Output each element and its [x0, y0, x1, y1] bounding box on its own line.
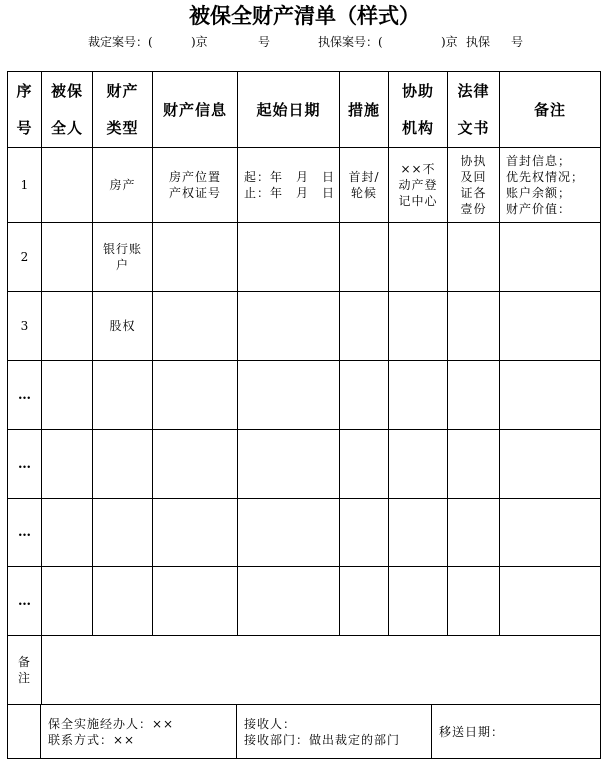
footer-empty-cell — [8, 705, 41, 759]
header-assisting-agency: 协助 机构 — [389, 72, 448, 148]
receiver-cell — [237, 705, 432, 759]
empty-cell — [448, 567, 500, 636]
footer-row — [8, 705, 601, 759]
measure-cell — [340, 292, 389, 361]
transfer-date-cell: 移送日期： — [432, 705, 601, 759]
execution-case-type: 执保 — [466, 35, 491, 49]
legal-documents-cell: 协执 及回 证各 壹份 — [448, 148, 500, 223]
header-remarks: 备注 — [500, 72, 601, 148]
remarks-cell — [500, 292, 601, 361]
header-legal-documents: 法律 文书 — [448, 72, 500, 148]
empty-cell — [340, 361, 389, 430]
ruling-case-court: )京 — [191, 35, 208, 49]
row-index: … — [8, 567, 42, 636]
handler-contact: 联系方式：×× — [48, 732, 136, 747]
measure-cell: 首封/ 轮候 — [340, 148, 389, 223]
empty-cell — [153, 361, 238, 430]
preserved-person-cell — [42, 292, 93, 361]
property-info-cell — [153, 223, 238, 292]
empty-cell — [42, 499, 93, 567]
empty-cell — [389, 499, 448, 567]
row-index: … — [8, 361, 42, 430]
table-row — [8, 148, 601, 223]
preserved-person-cell — [42, 148, 93, 223]
table-row — [8, 292, 601, 361]
ruling-case-prefix: 裁定案号：( — [88, 35, 153, 49]
row-index: 3 — [8, 292, 42, 361]
property-list-table — [7, 71, 601, 705]
receiver-name: 接收人： — [244, 716, 297, 731]
empty-cell — [340, 499, 389, 567]
property-type-cell: 房产 — [93, 148, 153, 223]
header-preserved-person: 被保 全人 — [42, 72, 93, 148]
row-index: 1 — [8, 148, 42, 223]
header-property-info: 财产信息 — [153, 72, 238, 148]
empty-cell — [448, 430, 500, 499]
empty-cell — [389, 567, 448, 636]
empty-cell — [500, 430, 601, 499]
property-info-cell — [153, 292, 238, 361]
empty-cell — [340, 430, 389, 499]
assisting-agency-cell — [389, 292, 448, 361]
empty-cell — [93, 567, 153, 636]
empty-cell — [389, 430, 448, 499]
empty-cell — [42, 430, 93, 499]
receiver-department: 接收部门：做出裁定的部门 — [244, 732, 401, 747]
property-info-cell: 房产位置 产权证号 — [153, 148, 238, 223]
empty-cell — [93, 361, 153, 430]
row-index: … — [8, 430, 42, 499]
empty-cell — [448, 361, 500, 430]
property-type-cell: 股权 — [93, 292, 153, 361]
dates-cell: 起：年 月 日 止：年 月 日 — [238, 148, 340, 223]
empty-cell — [500, 361, 601, 430]
empty-cell — [153, 430, 238, 499]
dates-cell — [238, 223, 340, 292]
empty-cell — [500, 499, 601, 567]
table-row — [8, 361, 601, 430]
empty-cell — [153, 567, 238, 636]
empty-cell — [93, 430, 153, 499]
table-row — [8, 499, 601, 567]
table-row — [8, 430, 601, 499]
legal-documents-cell — [448, 292, 500, 361]
row-index: 2 — [8, 223, 42, 292]
execution-case-court: )京 — [441, 35, 458, 49]
header-dates: 起始日期 — [238, 72, 340, 148]
row-index: … — [8, 499, 42, 567]
header-property-type: 财产 类型 — [93, 72, 153, 148]
header-index: 序 号 — [8, 72, 42, 148]
ruling-case-suffix: 号 — [258, 35, 271, 49]
execution-case-prefix: 执保案号：( — [318, 35, 383, 49]
remarks-cell — [500, 223, 601, 292]
legal-documents-cell — [448, 223, 500, 292]
document-title: 被保全财产清单（样式） — [189, 3, 420, 28]
remarks-cell: 首封信息； 优先权情况； 账户余额； 财产价值： — [500, 148, 601, 223]
empty-cell — [238, 430, 340, 499]
remark-row — [8, 636, 601, 705]
execution-case-suffix: 号 — [511, 35, 524, 49]
empty-cell — [93, 499, 153, 567]
header-row — [8, 72, 601, 148]
assisting-agency-cell — [389, 223, 448, 292]
empty-cell — [238, 361, 340, 430]
empty-cell — [389, 361, 448, 430]
header-measure: 措施 — [340, 72, 389, 148]
measure-cell — [340, 223, 389, 292]
remark-content — [42, 636, 601, 705]
handler-cell — [41, 705, 237, 759]
property-type-cell: 银行账 户 — [93, 223, 153, 292]
empty-cell — [153, 499, 238, 567]
empty-cell — [42, 361, 93, 430]
empty-cell — [238, 499, 340, 567]
signature-footer — [7, 704, 601, 759]
preserved-person-cell — [42, 223, 93, 292]
empty-cell — [448, 499, 500, 567]
remark-label: 备 注 — [8, 636, 42, 705]
dates-cell — [238, 292, 340, 361]
assisting-agency-cell: ××不 动产登 记中心 — [389, 148, 448, 223]
empty-cell — [340, 567, 389, 636]
empty-cell — [500, 567, 601, 636]
empty-cell — [238, 567, 340, 636]
table-row — [8, 567, 601, 636]
table-row — [8, 223, 601, 292]
empty-cell — [42, 567, 93, 636]
handler-name: 保全实施经办人：×× — [48, 716, 175, 731]
